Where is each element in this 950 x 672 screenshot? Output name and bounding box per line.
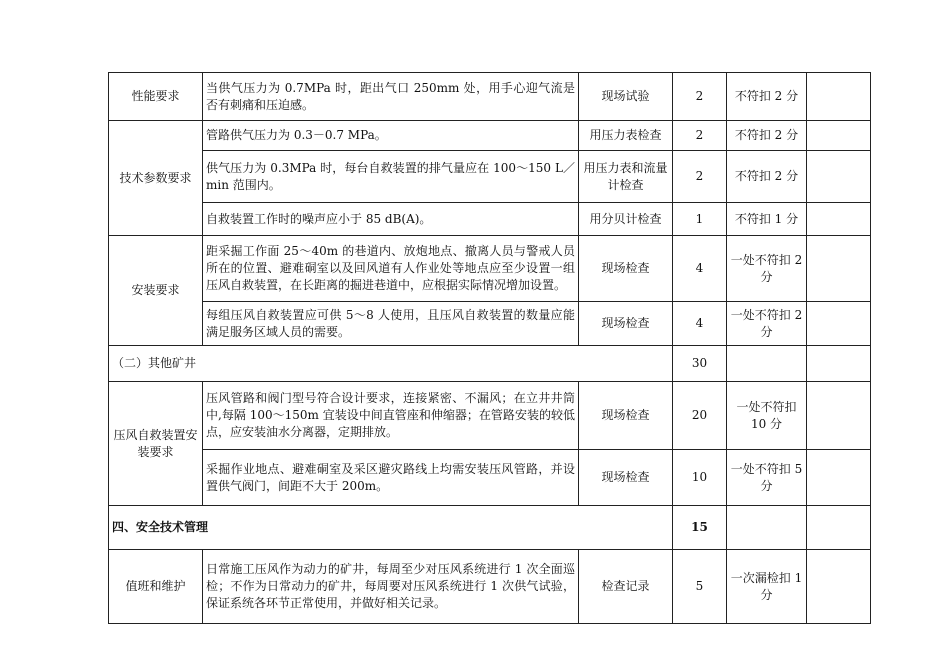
requirement-cell: 当供气压力为 0.7MPa 时，距出气口 250mm 处，用手心迎气流是否有刺痛和压迫感。: [203, 73, 579, 121]
score-cell: 15: [673, 506, 727, 550]
requirement-cell: 供气压力为 0.3MPa 时，每台自救装置的排气量应在 100～150 L／min 范围内。: [203, 151, 579, 203]
method-cell: 现场试验: [579, 73, 673, 121]
item-cell: 值班和维护: [109, 550, 203, 624]
deduction-cell: 不符扣 1 分: [727, 203, 807, 236]
result-cell: [807, 550, 871, 624]
table-row: [109, 550, 871, 624]
method-cell: 用压力表检查: [579, 121, 673, 151]
result-cell: [807, 203, 871, 236]
method-cell: 检查记录: [579, 550, 673, 624]
section-title: 四、安全技术管理: [109, 506, 673, 550]
table-row: [109, 382, 871, 450]
result-cell: [807, 151, 871, 203]
score-cell: 30: [673, 346, 727, 382]
requirement-cell: 每组压风自救装置应可供 5～8 人使用，且压风自救装置的数量应能满足服务区域人员的需要。: [203, 302, 579, 346]
requirement-cell: 采掘作业地点、避难硐室及采区避灾路线上均需安装压风管路，并设置供气阀门，间距不大于 200m。: [203, 450, 579, 506]
result-cell: [807, 302, 871, 346]
item-cell: 安装要求: [109, 236, 203, 346]
deduction-cell: 一处不符扣 2 分: [727, 236, 807, 302]
method-cell: 用压力表和流量计检查: [579, 151, 673, 203]
result-cell: [807, 382, 871, 450]
score-cell: 2: [673, 121, 727, 151]
result-cell: [807, 450, 871, 506]
deduction-cell: [727, 506, 807, 550]
deduction-cell: 不符扣 2 分: [727, 73, 807, 121]
table-row: [109, 450, 871, 506]
scoring-table: [108, 72, 871, 624]
requirement-cell: 管路供气压力为 0.3－0.7 MPa。: [203, 121, 579, 151]
score-cell: 10: [673, 450, 727, 506]
section-row: [109, 506, 871, 550]
table-row: [109, 302, 871, 346]
table-row: [109, 121, 871, 151]
requirement-cell: 压风管路和阀门型号符合设计要求，连接紧密、不漏风；在立井井筒中,每隔 100～150m 宜装设中间直管座和伸缩器；在管路安装的较低点，应安装油水分离器，定期排放。: [203, 382, 579, 450]
table-row: [109, 203, 871, 236]
requirement-cell: 日常施工压风作为动力的矿井，每周至少对压风系统进行 1 次全面巡检；不作为日常动力的矿井，每周要对压风系统进行 1 次供气试验，保证系统各环节正常使用，并做好相关记录。: [203, 550, 579, 624]
result-cell: [807, 506, 871, 550]
score-cell: 4: [673, 302, 727, 346]
deduction-cell: 一处不符扣 5 分: [727, 450, 807, 506]
method-cell: 现场检查: [579, 302, 673, 346]
deduction-cell: 一次漏检扣 1 分: [727, 550, 807, 624]
result-cell: [807, 346, 871, 382]
section-row: [109, 346, 871, 382]
deduction-cell: [727, 346, 807, 382]
deduction-cell: 一处不符扣 10 分: [727, 382, 807, 450]
result-cell: [807, 121, 871, 151]
result-cell: [807, 73, 871, 121]
table-row: [109, 73, 871, 121]
method-cell: 用分贝计检查: [579, 203, 673, 236]
section-title: （二）其他矿井: [109, 346, 673, 382]
score-cell: 20: [673, 382, 727, 450]
score-cell: 2: [673, 151, 727, 203]
item-cell: 压风自救装置安装要求: [109, 382, 203, 506]
requirement-cell: 自救装置工作时的噪声应小于 85 dB(A)。: [203, 203, 579, 236]
method-cell: 现场检查: [579, 236, 673, 302]
score-cell: 5: [673, 550, 727, 624]
score-cell: 1: [673, 203, 727, 236]
item-cell: 性能要求: [109, 73, 203, 121]
requirement-cell: 距采掘工作面 25～40m 的巷道内、放炮地点、撤离人员与警戒人员所在的位置、避难硐室以及回风道有人作业处等地点应至少设置一组压风自救装置，在长距离的掘进巷道中，应根据实际情况增加设置。: [203, 236, 579, 302]
score-cell: 4: [673, 236, 727, 302]
deduction-cell: 不符扣 2 分: [727, 151, 807, 203]
method-cell: 现场检查: [579, 382, 673, 450]
method-cell: 现场检查: [579, 450, 673, 506]
table-row: [109, 236, 871, 302]
deduction-cell: 一处不符扣 2 分: [727, 302, 807, 346]
item-cell: 技术参数要求: [109, 121, 203, 236]
table-row: [109, 151, 871, 203]
score-cell: 2: [673, 73, 727, 121]
result-cell: [807, 236, 871, 302]
deduction-cell: 不符扣 2 分: [727, 121, 807, 151]
